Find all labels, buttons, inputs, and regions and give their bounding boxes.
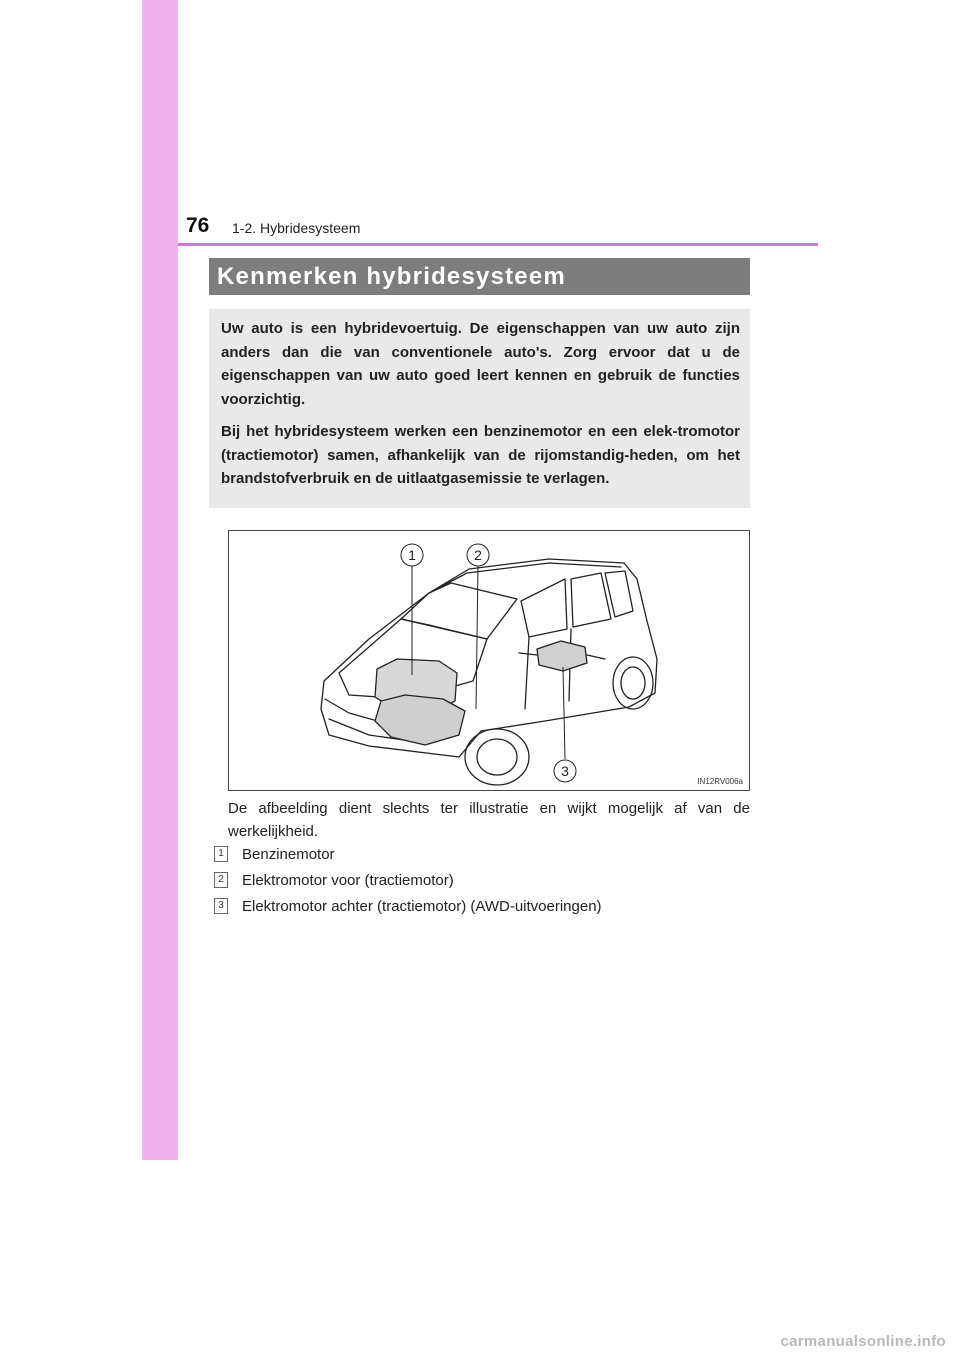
car-roof-line: [429, 563, 621, 593]
car-illustration: [229, 531, 749, 790]
side-window-rear: [571, 573, 611, 627]
windshield: [401, 583, 517, 639]
rear-wheel-rim: [621, 667, 645, 699]
hybrid-system-illustration: [228, 530, 750, 791]
side-window-front: [521, 579, 567, 637]
intro-box: [209, 309, 750, 508]
figure-code: IN12RV006a: [697, 777, 743, 786]
legend-text: Elektromotor voor (tractiemotor): [242, 872, 454, 889]
page-number: 76: [186, 214, 210, 237]
legend-number-badge: 1: [214, 846, 228, 862]
intro-paragraph-1: Uw auto is een hybridevoertuig. De eigenschappen van uw auto zijn anders dan die van conventionele auto's. Zorg ervoor dat u de eigenschappen van uw auto goed leert kennen en gebruik de functies voorzichtig.: [221, 320, 740, 408]
front-wheel: [465, 729, 529, 785]
legend-number-badge: 3: [214, 898, 228, 914]
header-rule: [178, 243, 818, 246]
rear-motor-block: [537, 641, 587, 671]
callout-3-label: 3: [561, 763, 569, 779]
legend-text: Elektromotor achter (tractiemotor) (AWD-uitvoeringen): [242, 898, 602, 915]
legend-text: Benzinemotor: [242, 846, 335, 863]
callout-2-label: 2: [474, 547, 482, 563]
car-body-outline: [321, 559, 657, 757]
rear-wheel: [613, 657, 653, 709]
legend-item: [214, 845, 754, 871]
legend-number-badge: 2: [214, 872, 228, 888]
intro-paragraph-2: Bij het hybridesysteem werken een benzinemotor en een elek-tromotor (tractiemotor) samen, afhankelijk van de rijomstandig-heden, om het brandstofverbruik en de uitlaatgasemissie te verlagen.: [221, 423, 740, 487]
legend-item: [214, 897, 754, 923]
callout-1-label: 1: [408, 547, 416, 563]
legend-list: [214, 845, 754, 923]
section-label: 1-2. Hybridesysteem: [232, 220, 361, 236]
section-title: Kenmerken hybridesysteem: [209, 258, 750, 295]
watermark: carmanualsonline.info: [780, 1333, 946, 1350]
figure-caption: De afbeelding dient slechts ter illustratie en wijkt mogelijk af van de werkelijkheid.: [228, 800, 750, 840]
door-line-1: [525, 637, 529, 709]
callout-3-leader: [563, 667, 565, 759]
side-color-band: [142, 0, 178, 1160]
rear-drive-shaft-right: [587, 655, 605, 659]
legend-item: [214, 871, 754, 897]
front-wheel-rim: [477, 739, 517, 775]
